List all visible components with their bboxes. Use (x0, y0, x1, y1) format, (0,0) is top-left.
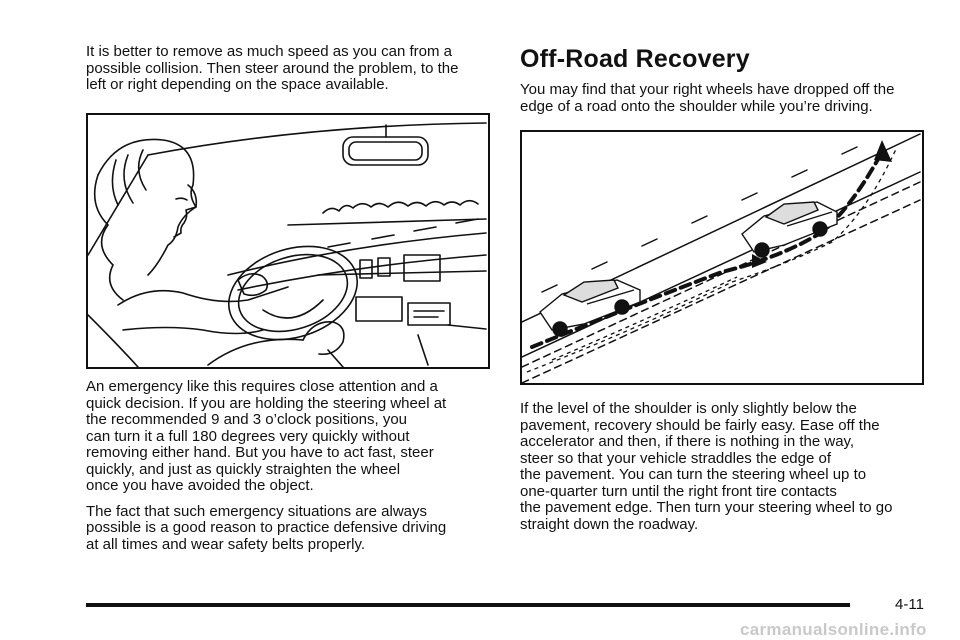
tree-line (323, 201, 478, 213)
radio-panel (356, 297, 402, 321)
road-illustration-svg (522, 132, 922, 383)
recovery-paragraph: If the level of the shoulder is only slightly below the pavement, recovery should be fairly easy. Ease off the accelerator and then, if there is nothing in the way, steer so that your vehicle straddles the edge of the pavement. You can turn the steering wheel up to one-quarter turn until the right front tire contacts the pavement edge. Then turn your steering wheel to go straight down the roadway. (520, 400, 893, 533)
driver-left-arm (118, 287, 288, 305)
intro-paragraph: It is better to remove as much speed as you can from a possible collision. Then steer around the problem, to the left or right depending on the space available. (86, 43, 459, 93)
right-column (520, 44, 924, 115)
driver-steering-illustration (86, 113, 490, 369)
windshield-top (148, 123, 486, 155)
offroad-intro-paragraph: You may find that your right wheels have dropped off the edge of a road onto the shoulder while you’re driving. (520, 81, 895, 115)
path-arrowhead (874, 140, 892, 162)
section-heading: Off-Road Recovery (520, 45, 750, 73)
offroad-recovery-illustration (520, 130, 924, 385)
footer-rule (86, 603, 850, 607)
defensive-driving-paragraph: The fact that such emergency situations are always possible is a good reason to practice defensive driving at all times and wear safety belts properly. (86, 502, 447, 553)
driver-illustration-svg (88, 115, 488, 367)
page-number: 4-11 (895, 596, 924, 613)
emergency-paragraph: An emergency like this requires close attention and a quick decision. If you are holding the steering wheel at the recommended 9 and 3 o’clock positions, you can turn it a full 180 degrees very quickly without removing either hand. But you have to act fast, steer quickly, and just as quickly straighten the wheel once you have avoided the object. (86, 378, 447, 494)
watermark: carmanualsonline.info (740, 620, 927, 639)
rearview-mirror (343, 137, 428, 165)
left-column-lower (86, 379, 490, 553)
right-column-lower (520, 401, 924, 533)
right-hand (303, 322, 344, 354)
driver-head (98, 139, 196, 275)
left-column (86, 44, 490, 94)
car-rear (540, 280, 640, 336)
